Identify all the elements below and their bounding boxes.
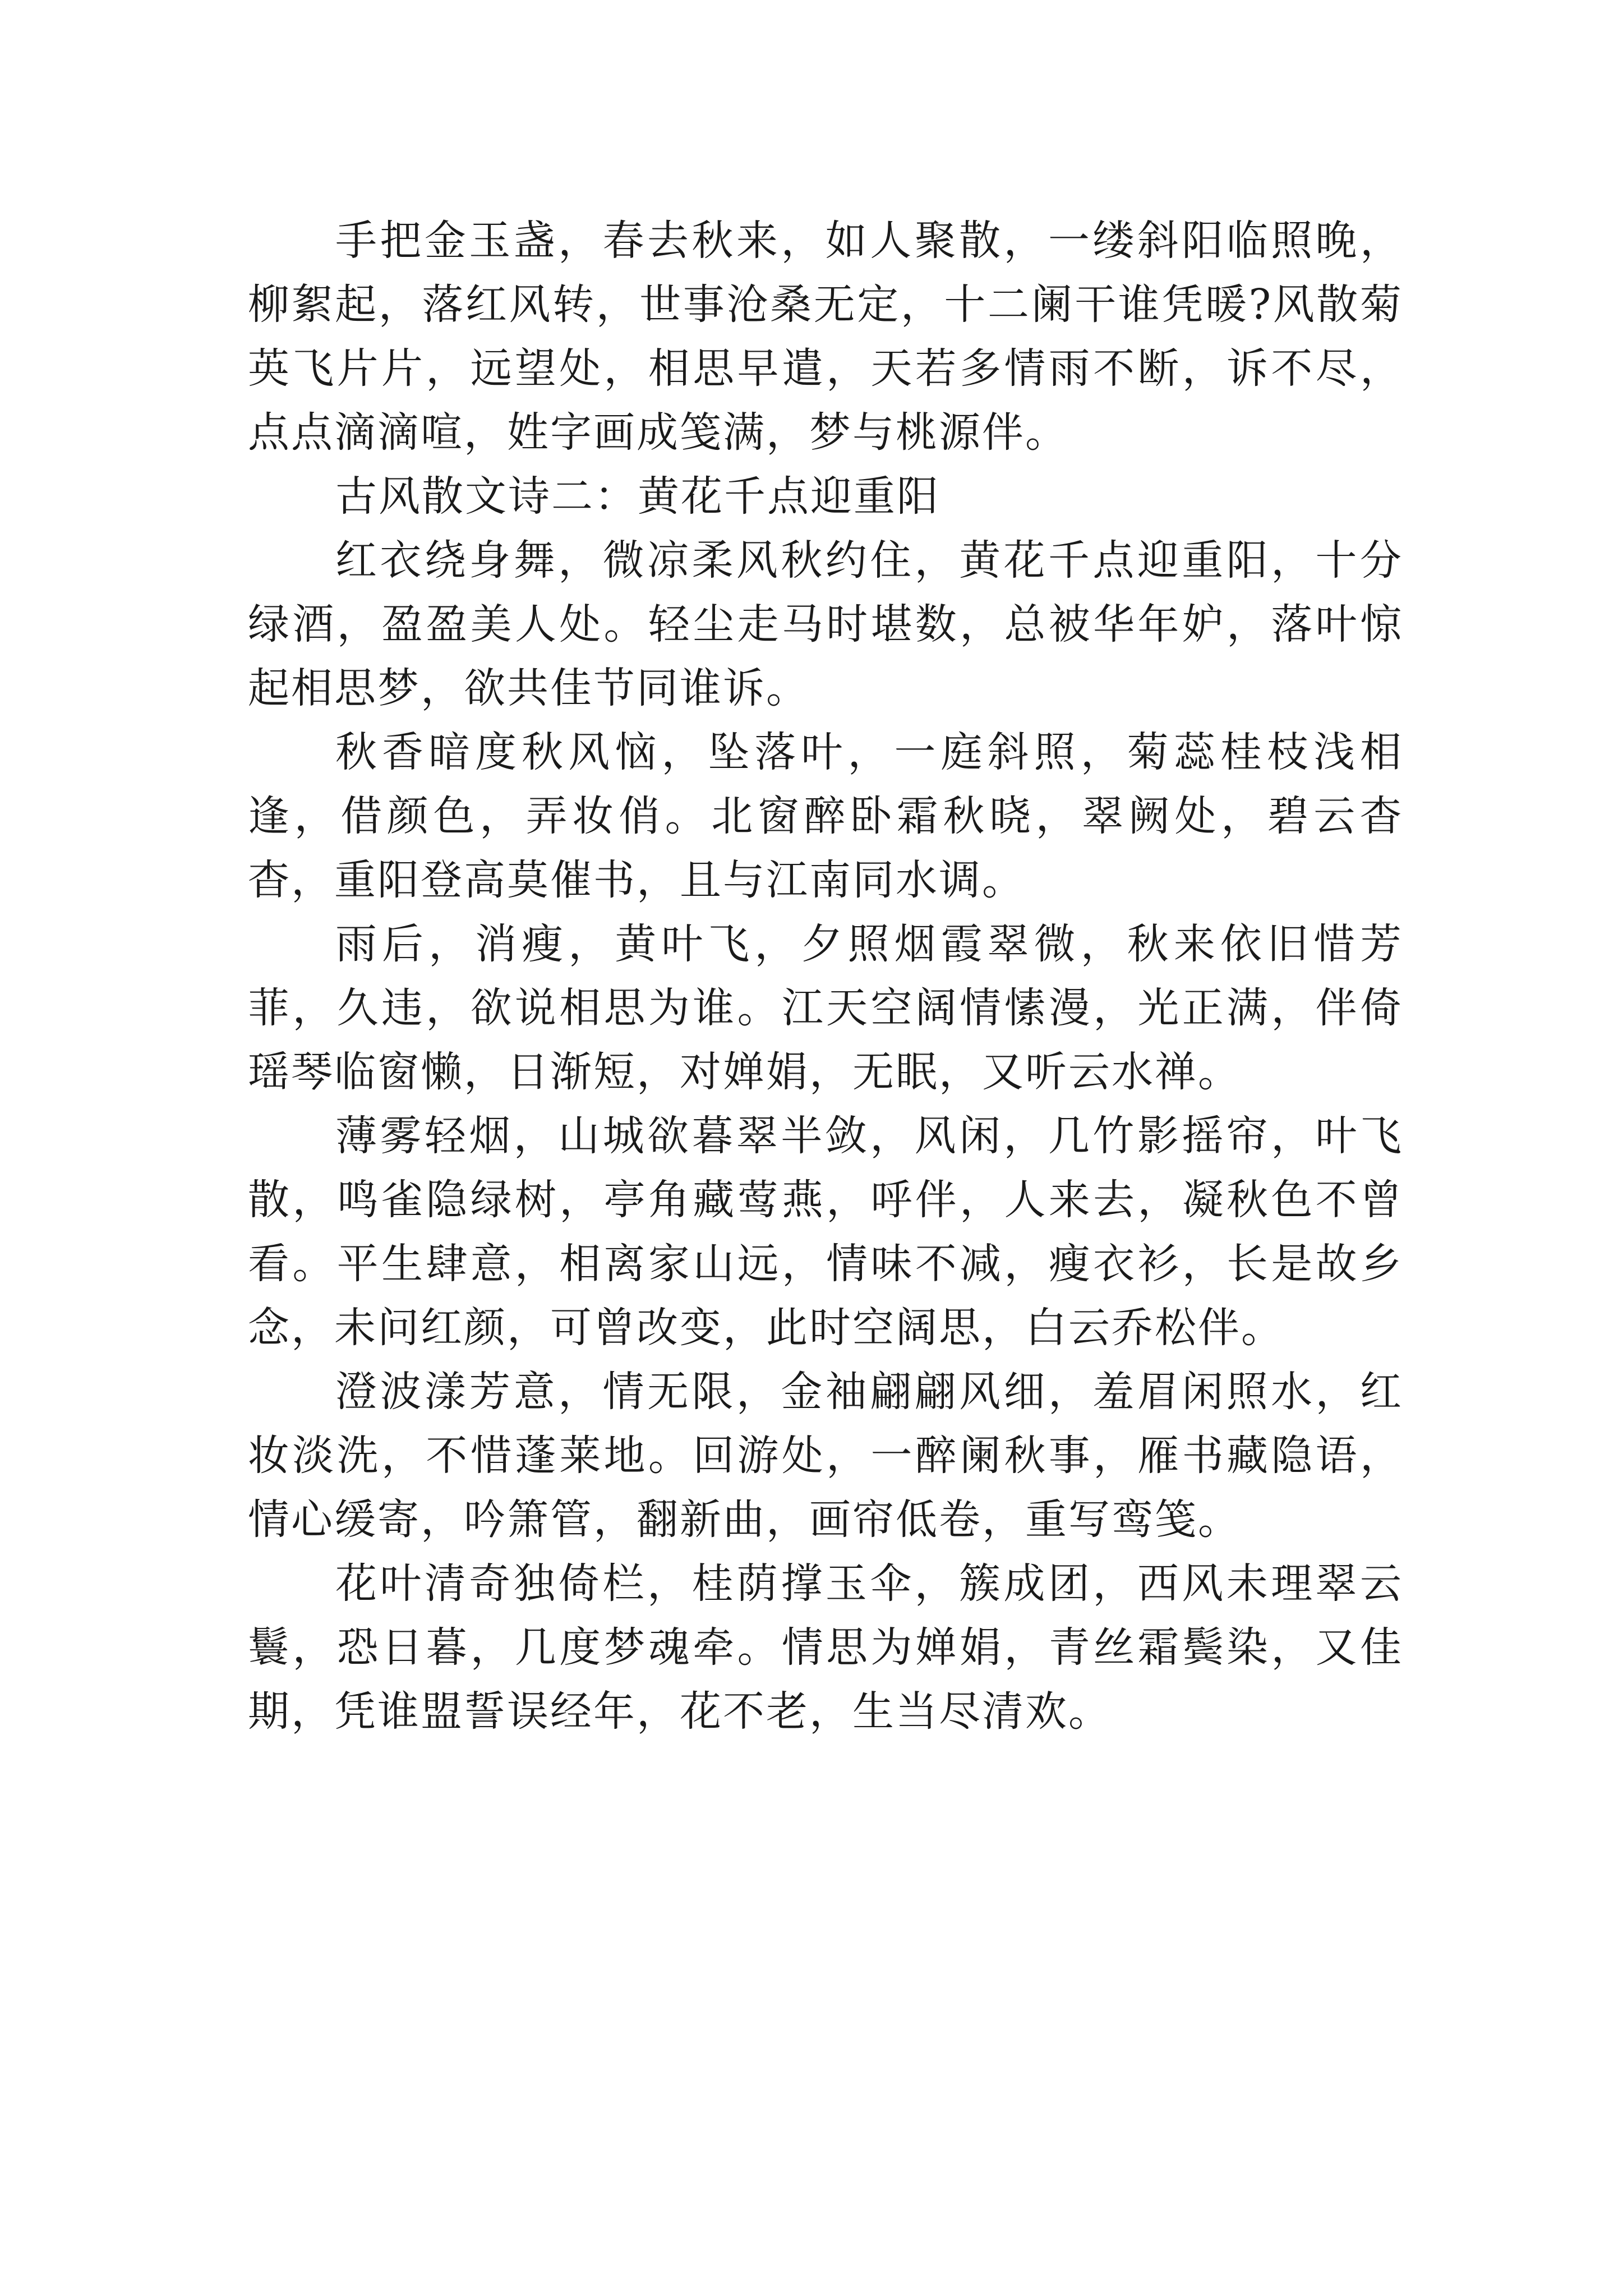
paragraph-1: 手把金玉盏，春去秋来，如人聚散，一缕斜阳临照晚，柳絮起，落红风转，世事沧桑无定，十二阑干谁凭暖?风散菊英飞片片，远望处，相思早遣，天若多情雨不断，诉不尽，点点滴滴喧，姓字画成笺满，梦与桃源伴。 bbox=[248, 217, 1403, 457]
document-body bbox=[248, 209, 1403, 1743]
poem-subtitle: 古风散文诗二：黄花千点迎重阳 bbox=[335, 472, 940, 521]
paragraph-4: 雨后，消瘦，黄叶飞，夕照烟霞翠微，秋来依旧惜芳菲，久违，欲说相思为谁。江天空阔情愫漫，光正满，伴倚瑶琴临窗懒，日渐短，对婵娟，无眠，又听云水禅。 bbox=[248, 920, 1403, 1096]
paragraph-5: 薄雾轻烟，山城欲暮翠半敛，风闲，几竹影摇帘，叶飞散，鸣雀隐绿树，亭角藏莺燕，呼伴，人来去，凝秋色不曾看。平生肆意，相离家山远，情味不减，瘦衣衫，长是故乡念，未问红颜，可曾改变，此时空阔思，白云乔松伴。 bbox=[248, 1112, 1403, 1352]
paragraph-6: 澄波漾芳意，情无限，金袖翩翩风细，羞眉闲照水，红妆淡洗，不惜蓬莱地。回游处，一醉阑秋事，雁书藏隐语，情心缓寄，吟箫管，翻新曲，画帘低卷，重写鸾笺。 bbox=[248, 1368, 1403, 1544]
paragraph-3: 秋香暗度秋风恼，坠落叶，一庭斜照，菊蕊桂枝浅相逢，借颜色，弄妆俏。北窗醉卧霜秋晓，翠阙处，碧云杳杳，重阳登高莫催书，且与江南同水调。 bbox=[248, 728, 1403, 904]
paragraph-7: 花叶清奇独倚栏，桂荫撑玉伞，簇成团，西风未理翠云鬟，恐日暮，几度梦魂牵。情思为婵娟，青丝霜鬓染，又佳期，凭谁盟誓误经年，花不老，生当尽清欢。 bbox=[248, 1559, 1403, 1736]
paragraph-2: 红衣绕身舞，微凉柔风秋约住，黄花千点迎重阳，十分绿酒，盈盈美人处。轻尘走马时堪数，总被华年妒，落叶惊起相思梦，欲共佳节同谁诉。 bbox=[248, 536, 1403, 712]
